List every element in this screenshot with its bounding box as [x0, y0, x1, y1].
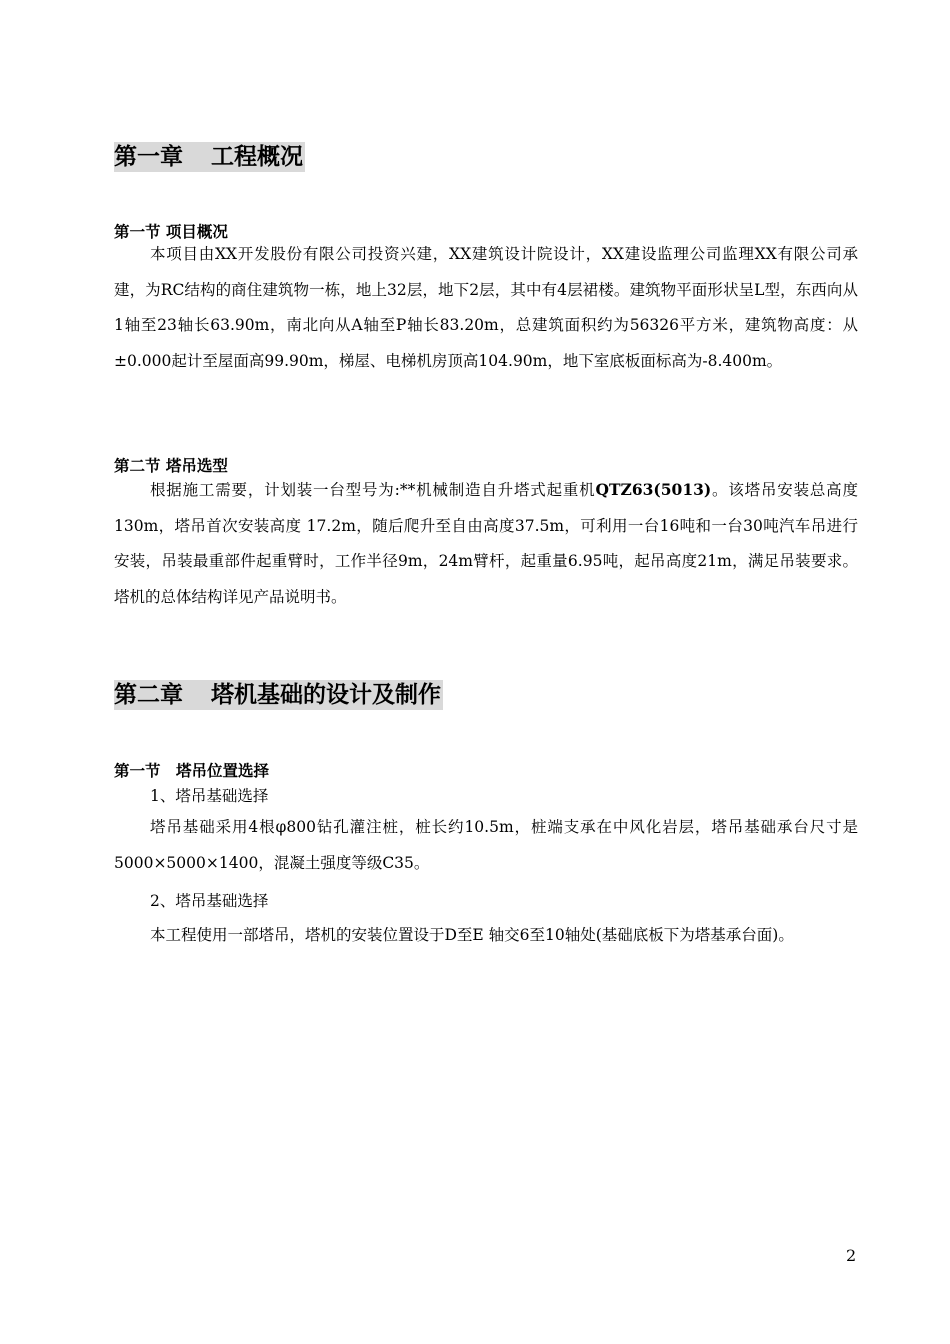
section-1-2-heading: 第二节 塔吊选型: [114, 457, 228, 475]
section-1-2-paragraph: [114, 472, 858, 615]
chapter-2-title: 塔机基础的设计及制作: [211, 682, 441, 708]
item-2-paragraph: 本工程使用一部塔吊，塔机的安装位置设于D至E 轴交6至10轴处(基础底板下为塔基承台面)。: [150, 926, 794, 944]
section-1-2-text-before: 根据施工需要，计划装一台型号为:**机械制造自升塔式起重机: [150, 481, 596, 499]
chapter-2-number: 第二章: [114, 682, 183, 708]
section-1-1-paragraph: 本项目由XX开发股份有限公司投资兴建，XX建筑设计院设计，XX建设监理公司监理XX有限公司承建，为RC结构的商住建筑物一栋，地上32层，地下2层，其中有4层裙楼。建筑物平面形状呈L型，东西向从1轴至23轴长63.90m，南北向从A轴至P轴长83.20m，总建筑面积约为56326平方米，建筑物高度：从±0.000起计至屋面高99.90m，梯屋、电梯机房顶高104.90m，地下室底板面标高为-8.400m。: [114, 245, 858, 370]
item-1-label: 1、塔吊基础选择: [150, 787, 269, 805]
item-2-label: 2、塔吊基础选择: [150, 892, 269, 910]
crane-model: QTZ63(5013): [595, 480, 712, 499]
section-1-1-heading: 第一节 项目概况: [114, 223, 228, 241]
page-number: 2: [846, 1246, 857, 1265]
item-1-paragraph: 塔吊基础采用4根φ800钻孔灌注桩，桩长约10.5m，桩端支承在中风化岩层，塔吊基础承台尺寸是5000×5000×1400，混凝土强度等级C35。: [114, 818, 858, 872]
section-2-1-heading: 第一节 塔吊位置选择: [114, 762, 270, 780]
chapter-2-heading: [114, 680, 443, 710]
chapter-1-number: 第一章: [114, 144, 183, 170]
chapter-1-title: 工程概况: [211, 144, 303, 170]
chapter-1-heading: [114, 142, 305, 172]
section-1-2-text-after: 。该塔吊安装总高度 130m，塔吊首次安装高度 17.2m，随后爬升至自由高度37.5m，可利用一台16吨和一台30吨汽车吊进行安装，吊装最重部件起重臂时，工作半径9m，24m臂杆，起重量6.95吨，起吊高度21m，满足吊装要求。塔机的总体结构详见产品说明书。: [114, 481, 858, 606]
